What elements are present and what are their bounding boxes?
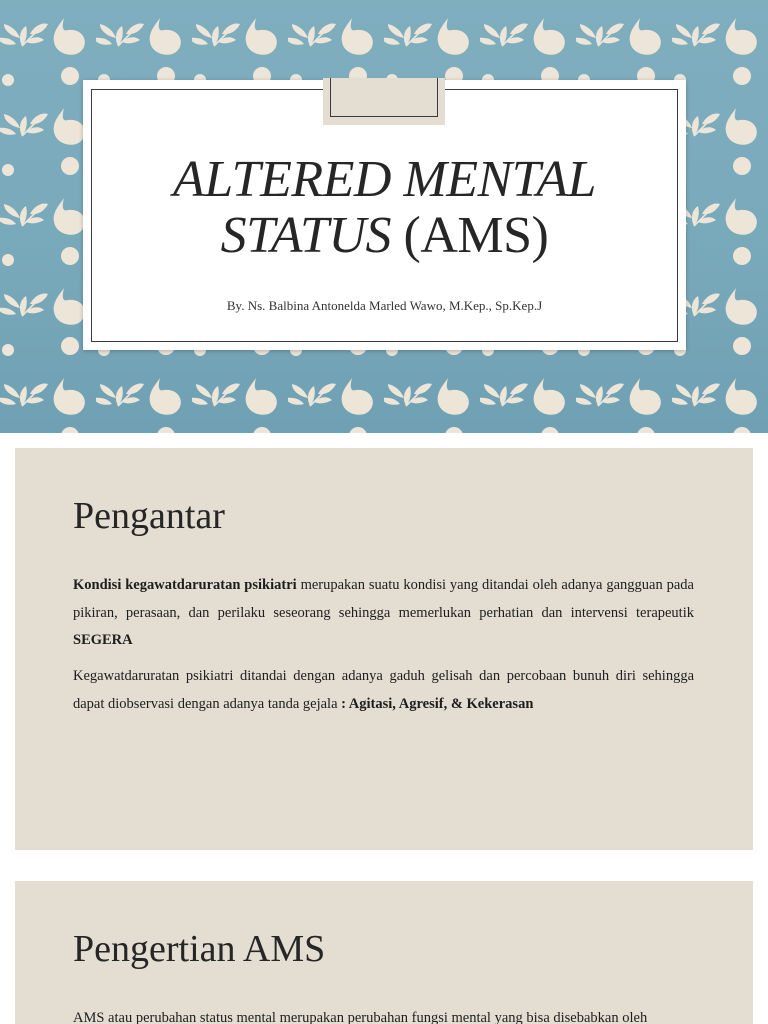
- title-line1: ALTERED MENTAL: [173, 151, 596, 208]
- title-card: [83, 80, 686, 350]
- slide-pengertian-ams: [15, 881, 753, 1024]
- paragraph-1: AMS atau perubahan status mental merupakan perubahan fungsi mental yang bisa disebabkan oleh: [73, 1010, 648, 1024]
- slide-heading: Pengertian AMS: [73, 928, 326, 970]
- slide-heading: Pengantar: [73, 495, 225, 537]
- paragraph-text: merupakan suatu kondisi yang ditandai oleh adanya gangguan pada pikiran, perasaan, dan perilaku seseorang sehingga memerlukan perhatian dan intervensi terapeutik: [73, 577, 694, 621]
- title-line2-italic: STATUS: [220, 207, 392, 264]
- paragraph-1: [73, 572, 694, 655]
- paragraph-2: [73, 663, 694, 718]
- title-line2-plain: (AMS): [403, 207, 549, 264]
- title-card-tab: [323, 78, 445, 125]
- bold-term: Kondisi kegawatdaruratan psikiatri: [73, 577, 297, 593]
- bold-symptoms: : Agitasi, Agresif, & Kekerasan: [341, 695, 534, 712]
- title-slide: [0, 0, 768, 433]
- bold-emphasis: SEGERA: [73, 632, 133, 648]
- slide-pengantar: [15, 448, 753, 850]
- author-credit: By. Ns. Balbina Antonelda Marled Wawo, M.Kep., Sp.Kep.J: [226, 298, 543, 313]
- slide-title: [83, 152, 686, 264]
- paragraph-text: Kegawatdaruratan psikiatri ditandai dengan adanya gaduh gelisah dan percobaan bunuh diri sehingga dapat diobservasi dengan adanya tanda gejala: [73, 668, 694, 712]
